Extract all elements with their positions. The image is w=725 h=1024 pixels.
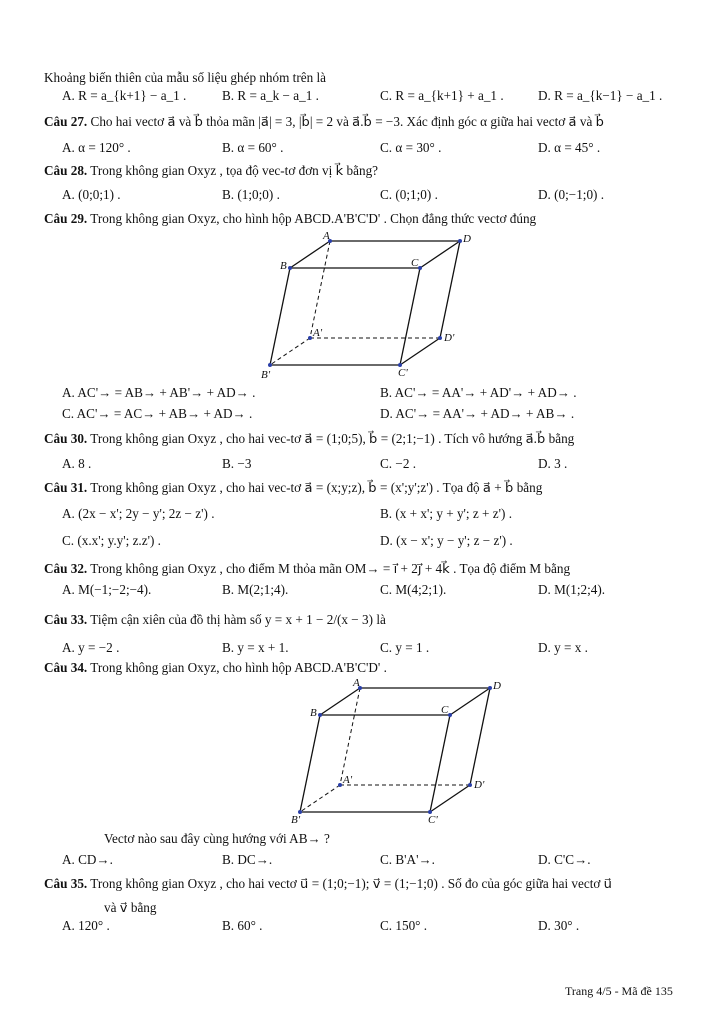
parallelepiped-figure-1 [255, 228, 485, 378]
option-a: A. 8 . [62, 456, 92, 471]
option-d: D. AC'→ = AA'→ + AD→ + AB→ . [380, 406, 575, 421]
option-a: A. y = −2 . [62, 640, 120, 655]
question-30: Câu 30. Trong không gian Oxyz , cho hai vec-tơ a⃗ = (1;0;5), b⃗ = (2;1;−1) . Tích vô hướng a⃗.b⃗ bằng [44, 431, 575, 446]
option-b: B. 60° . [222, 918, 263, 933]
option-c: C. 150° . [380, 918, 428, 933]
option-a: A. (0;0;1) . [62, 187, 121, 202]
option-d: D. C'C→. [538, 852, 591, 867]
q35-options [62, 918, 702, 936]
q31-options-row1 [62, 506, 702, 524]
option-c: C. α = 30° . [380, 140, 442, 155]
option-b: B. (1;0;0) . [222, 187, 280, 202]
question-32: Câu 32. Trong không gian Oxyz , cho điểm M thỏa mãn OM→ = i⃗ + 2j⃗ + 4k⃗ . Tọa độ điểm M bằng [44, 561, 571, 576]
q30-options [62, 456, 702, 474]
option-d: D. (x − x'; y − y'; z − z') . [380, 533, 513, 548]
option-c: C. −2 . [380, 456, 417, 471]
option-c: C. M(4;2;1). [380, 582, 447, 597]
option-d: D. R = a_{k−1} − a_1 . [538, 88, 663, 103]
option-a: A. M(−1;−2;−4). [62, 582, 152, 597]
q29-options-row1 [62, 385, 702, 403]
question-35-cont: và v⃗ bằng [104, 900, 157, 915]
option-d: D. 3 . [538, 456, 568, 471]
question-34-subtext: Vectơ nào sau đây cùng hướng với AB→ ? [104, 831, 330, 846]
question-34: Câu 34. Trong không gian Oxyz, cho hình hộp ABCD.A'B'C'D' . [44, 660, 387, 675]
option-b: B. M(2;1;4). [222, 582, 289, 597]
vertex-label-c: C [411, 257, 419, 269]
option-b: B. DC→. [222, 852, 273, 867]
option-a: A. R = a_{k+1} − a_1 . [62, 88, 187, 103]
vertex-label-c: C [441, 704, 449, 716]
q27-options [62, 140, 702, 158]
option-b: B. α = 60° . [222, 140, 284, 155]
option-a: A. (2x − x'; 2y − y'; 2z − z') . [62, 506, 215, 521]
vertex-label-d1: D' [444, 332, 455, 344]
vertex-label-c1: C' [428, 814, 438, 825]
option-c: C. R = a_{k+1} + a_1 . [380, 88, 504, 103]
option-d: D. M(1;2;4). [538, 582, 606, 597]
vertex-label-a: A [323, 230, 330, 242]
question-27: Câu 27. Cho hai vectơ a⃗ và b⃗ thỏa mãn |a⃗| = 3, |b⃗| = 2 và a⃗.b⃗ = −3. Xác định góc α giữa hai vectơ a⃗ và b⃗ [44, 114, 605, 129]
question-28: Câu 28. Trong không gian Oxyz , tọa độ vec-tơ đơn vị k⃗ bằng? [44, 163, 379, 178]
option-a: A. AC'→ = AB→ + AB'→ + AD→ . [62, 385, 256, 400]
q33-options [62, 640, 702, 658]
question-29: Câu 29. Trong không gian Oxyz, cho hình hộp ABCD.A'B'C'D' . Chọn đẳng thức vectơ đúng [44, 211, 537, 226]
option-a: A. CD→. [62, 852, 113, 867]
q29-options-row2 [62, 406, 702, 424]
vertex-label-b1: B' [291, 814, 301, 825]
option-d: D. 30° . [538, 918, 580, 933]
option-b: B. R = a_k − a_1 . [222, 88, 319, 103]
page-footer: Trang 4/5 - Mã đề 135 [565, 984, 673, 998]
vertex-label-b: B [280, 260, 287, 272]
option-d: D. (0;−1;0) . [538, 187, 605, 202]
option-b: B. y = x + 1. [222, 640, 289, 655]
option-c: C. B'A'→. [380, 852, 435, 867]
option-a: A. 120° . [62, 918, 110, 933]
option-d: D. α = 45° . [538, 140, 601, 155]
parallelepiped-figure-2 [285, 675, 515, 825]
option-c: C. AC'→ = AC→ + AB→ + AD→ . [62, 406, 253, 421]
q31-options-row2 [62, 533, 702, 551]
question-33: Câu 33. Tiệm cận xiên của đồ thị hàm số y = x + 1 − 2/(x − 3) là [44, 612, 386, 627]
q28-options [62, 187, 702, 205]
vertex-label-b: B [310, 707, 317, 719]
q34-options [62, 852, 702, 870]
intro-text: Khoảng biến thiên của mẫu số liệu ghép nhóm trên là [44, 70, 326, 85]
vertex-label-a1: A' [343, 774, 353, 786]
option-b: B. AC'→ = AA'→ + AD'→ + AD→ . [380, 385, 577, 400]
vertex-label-b1: B' [261, 369, 271, 378]
q26-options [62, 88, 702, 106]
option-c: C. (x.x'; y.y'; z.z') . [62, 533, 161, 548]
question-31: Câu 31. Trong không gian Oxyz , cho hai vec-tơ a⃗ = (x;y;z), b⃗ = (x';y';z') . Tọa độ a⃗ + b⃗ bằng [44, 480, 543, 495]
q32-options [62, 582, 702, 600]
vertex-label-c1: C' [398, 367, 408, 378]
option-a: A. α = 120° . [62, 140, 131, 155]
vertex-label-d1: D' [474, 779, 485, 791]
option-d: D. y = x . [538, 640, 588, 655]
vertex-label-a1: A' [313, 327, 323, 339]
option-b: B. −3 [222, 456, 252, 471]
option-c: C. y = 1 . [380, 640, 430, 655]
question-35: Câu 35. Trong không gian Oxyz , cho hai vectơ u⃗ = (1;0;−1); v⃗ = (1;−1;0) . Số đo của góc giữa hai vectơ u⃗ [44, 876, 612, 891]
vertex-label-d: D [493, 680, 501, 692]
vertex-label-d: D [463, 233, 471, 245]
option-c: C. (0;1;0) . [380, 187, 438, 202]
vertex-label-a: A [353, 677, 360, 689]
option-b: B. (x + x'; y + y'; z + z') . [380, 506, 512, 521]
